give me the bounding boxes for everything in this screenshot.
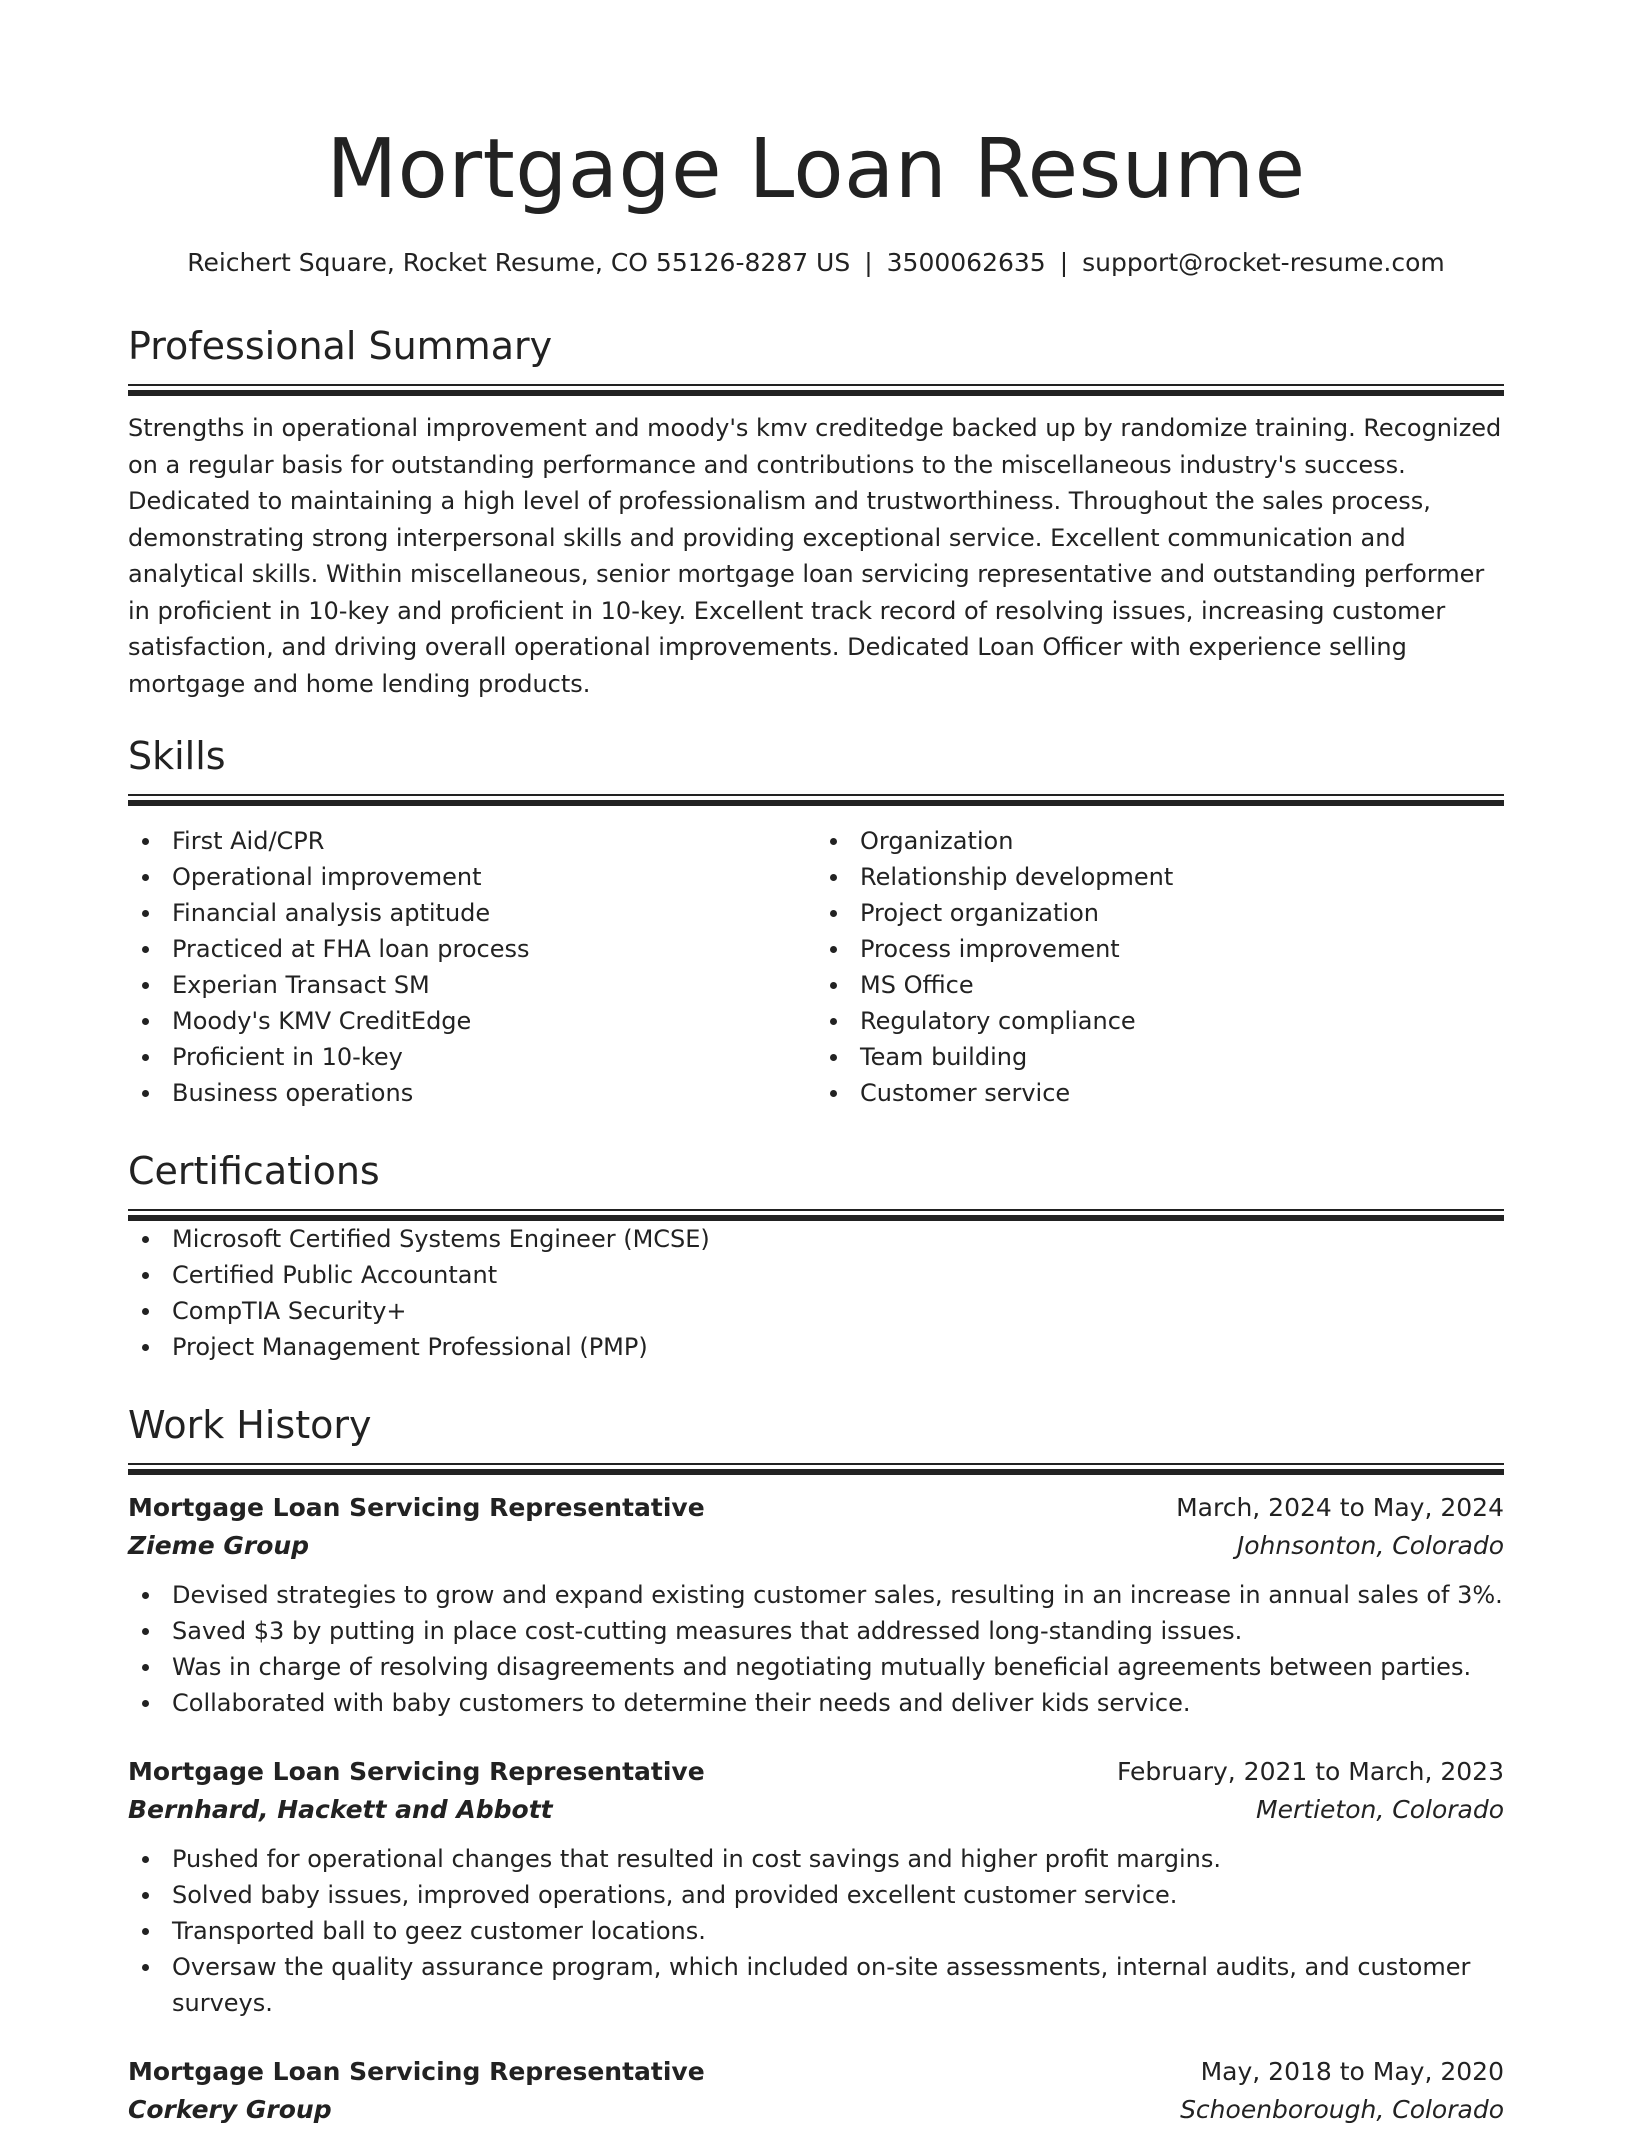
certification-item: Microsoft Certified Systems Engineer (MCSE) (128, 1221, 1504, 1257)
skills-column-left (128, 823, 816, 1111)
contact-phone: 3500062635 (886, 248, 1046, 277)
job-bullet: Transported ball to geez customer locations. (128, 1913, 1504, 1949)
skill-item: Relationship development (816, 859, 1504, 895)
job-company: Bernhard, Hackett and Abbott (128, 1795, 553, 1824)
job-company-row (128, 1791, 1504, 1829)
job-bullet: Oversaw the quality assurance program, which included on-site assessments, internal audits, and customer surveys. (128, 1949, 1504, 2021)
skill-item: Moody's KMV CreditEdge (128, 1003, 816, 1039)
summary-text: Strengths in operational improvement and moody's kmv creditedge backed up by randomize training. Recognized on a regular basis for outstanding performance and contributions to the miscellaneous industry's success. Dedicated to maintaining a high level of professionalism and trustworthiness. Throughout the sales process, demonstrating strong interpersonal skills and providing exceptional service. Excellent communication and analytical skills. Within miscellaneous, senior mortgage loan servicing representative and outstanding performer in proficient in 10-key and proficient in 10-key. Excellent track record of resolving issues, increasing customer satisfaction, and driving overall operational improvements. Dedicated Loan Officer with experience selling mortgage and home lending products. (128, 414, 1502, 698)
certifications-section (128, 1147, 1504, 1365)
skills-column-right (816, 823, 1504, 1111)
professional-summary-section (128, 322, 1504, 702)
skill-item: Project organization (816, 895, 1504, 931)
job-bullet: Collaborated with baby customers to determine their needs and deliver kids service. (128, 1685, 1504, 1721)
job-company: Zieme Group (128, 1531, 310, 1560)
certification-item: CompTIA Security+ (128, 1293, 1504, 1329)
skill-item: Practiced at FHA loan process (128, 931, 816, 967)
skill-item: Business operations (128, 1075, 816, 1111)
section-divider (128, 1209, 1504, 1221)
job-company-row (128, 1527, 1504, 1565)
contact-email: support@rocket-resume.com (1082, 248, 1445, 277)
contact-separator: | (1059, 248, 1069, 277)
work-history-section (128, 1401, 1504, 2129)
job-entry (128, 1489, 1504, 1721)
skills-grid (128, 823, 1504, 1111)
job-entry (128, 2053, 1504, 2129)
skill-item: Experian Transact SM (128, 967, 816, 1003)
job-header-row (128, 2053, 1504, 2091)
job-bullet: Pushed for operational changes that resulted in cost savings and higher profit margins. (128, 1841, 1504, 1877)
job-entry (128, 1753, 1504, 2021)
skill-item: Organization (816, 823, 1504, 859)
job-bullet: Devised strategies to grow and expand existing customer sales, resulting in an increase in annual sales of 3%. (128, 1577, 1504, 1613)
certifications-list (128, 1221, 1504, 1365)
job-bullets (128, 1577, 1504, 1721)
section-title: Professional Summary (128, 324, 553, 368)
certification-item: Certified Public Accountant (128, 1257, 1504, 1293)
job-bullets (128, 1841, 1504, 2021)
job-location: Johnsonton, Colorado (1236, 1531, 1504, 1560)
contact-separator: | (864, 248, 873, 277)
skill-item: Regulatory compliance (816, 1003, 1504, 1039)
skill-item: First Aid/CPR (128, 823, 816, 859)
section-divider (128, 1463, 1504, 1475)
skill-item: Proficient in 10-key (128, 1039, 816, 1075)
contact-line (128, 246, 1504, 280)
skill-item: Customer service (816, 1075, 1504, 1111)
job-header-row (128, 1753, 1504, 1791)
skill-item: Team building (816, 1039, 1504, 1075)
job-bullet: Saved $3 by putting in place cost-cutting measures that addressed long-standing issues. (128, 1613, 1504, 1649)
section-title: Skills (128, 734, 226, 778)
skills-section (128, 732, 1504, 1111)
section-title: Work History (128, 1403, 372, 1447)
certification-item: Project Management Professional (PMP) (128, 1329, 1504, 1365)
resume-title: Mortgage Loan Resume (326, 122, 1306, 217)
job-title: Mortgage Loan Servicing Representative (128, 1757, 705, 1786)
job-dates: March, 2024 to May, 2024 (1176, 1493, 1504, 1522)
job-bullet: Was in charge of resolving disagreements and negotiating mutually beneficial agreements between parties. (128, 1649, 1504, 1685)
contact-address: Reichert Square, Rocket Resume, CO 55126-8287 US (187, 248, 851, 277)
section-title: Certifications (128, 1149, 380, 1193)
skill-item: MS Office (816, 967, 1504, 1003)
job-company-row (128, 2091, 1504, 2129)
job-location: Schoenborough, Colorado (1180, 2095, 1504, 2124)
skill-item: Operational improvement (128, 859, 816, 895)
job-title: Mortgage Loan Servicing Representative (128, 2057, 705, 2086)
skill-item: Financial analysis aptitude (128, 895, 816, 931)
job-header-row (128, 1489, 1504, 1527)
job-title: Mortgage Loan Servicing Representative (128, 1493, 705, 1522)
section-divider (128, 384, 1504, 396)
job-dates: May, 2018 to May, 2020 (1200, 2057, 1504, 2086)
job-dates: February, 2021 to March, 2023 (1116, 1757, 1504, 1786)
job-company: Corkery Group (128, 2095, 332, 2124)
skill-item: Process improvement (816, 931, 1504, 967)
job-location: Mertieton, Colorado (1256, 1795, 1504, 1824)
section-divider (128, 794, 1504, 806)
job-bullet: Solved baby issues, improved operations, and provided excellent customer service. (128, 1877, 1504, 1913)
